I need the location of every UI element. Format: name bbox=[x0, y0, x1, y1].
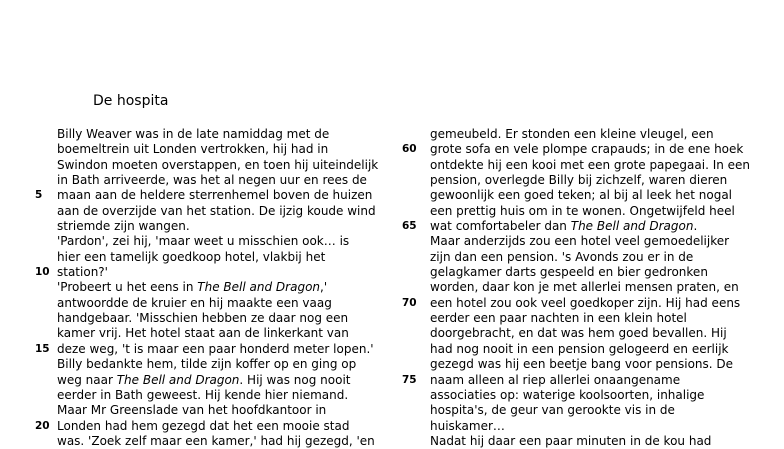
text-line: 60 grote sofa en vele plompe crapauds; in de ene hoek bbox=[402, 142, 744, 157]
line-number: 65 bbox=[402, 220, 417, 233]
text-line: gezegd was hij een beetje bang voor pensions. De bbox=[430, 357, 734, 372]
text-line: in Bath arriveerde, was het al negen uur en rees de bbox=[57, 173, 367, 188]
text-line: Nadat hij daar een paar minuten in de kou had bbox=[430, 433, 712, 448]
text-line: 20 Londen had hem gezegd dat het een mooie stad bbox=[35, 418, 350, 433]
text-line: boemeltrein uit Londen vertrokken, hij had in bbox=[57, 142, 329, 157]
text-line: 70 een hotel zou ook veel goedkoper zijn. Hij had eens bbox=[402, 295, 741, 310]
text-line: eerder een paar nachten in een klein hotel bbox=[430, 311, 687, 326]
text-line: eerder in Bath geweest. Hij kende hier niemand. bbox=[57, 387, 349, 402]
text-line: gemeubeld. Er stonden een kleine vleugel, een bbox=[430, 127, 714, 141]
line-number: 5 bbox=[35, 189, 43, 202]
text-line: doorgebracht, en dat was hem goed bevallen. Hij bbox=[430, 326, 727, 341]
text-line: Billy bedankte hem, tilde zijn koffer op en ging op bbox=[57, 357, 357, 372]
line-number: 15 bbox=[35, 342, 50, 355]
left-column bbox=[35, 127, 379, 449]
text-line: worden, daar kon je met allerlei mensen praten, en bbox=[430, 280, 739, 295]
text-line: antwoordde de kruier en hij maakte een vaag bbox=[57, 295, 332, 310]
text-line: gewoonlijk een goed teken; al bij al leek het nogal bbox=[430, 188, 733, 203]
text-line: aan de overzijde van het station. De ijzig koude wind bbox=[57, 203, 376, 218]
text-line: 'Pardon', zei hij, 'maar weet u misschien ook… is bbox=[57, 234, 350, 249]
text-line: 65 wat comfortabeler dan The Bell and Dragon. bbox=[402, 219, 698, 234]
text-line: 15 deze weg, 't is maar een paar honderd meter lopen.' bbox=[35, 341, 374, 356]
text-line: was. 'Zoek zelf maar een kamer,' had hij gezegd, 'en bbox=[57, 433, 375, 448]
text-line: Billy Weaver was in de late namiddag met de bbox=[57, 127, 330, 141]
line-number: 70 bbox=[402, 296, 417, 309]
line-number: 60 bbox=[402, 143, 417, 156]
text-line: Maar Mr Greenslade van het hoofdkantoor in bbox=[57, 403, 327, 418]
text-line: een prettig huis om in te wonen. Ongetwijfeld heel bbox=[430, 203, 735, 218]
line-number: 10 bbox=[35, 266, 50, 279]
line-number: 75 bbox=[402, 373, 417, 386]
text-line: pension, overlegde Billy bij zichzelf, waren dieren bbox=[430, 173, 728, 188]
text-line: handgebaar. 'Misschien hebben ze daar nog een bbox=[57, 311, 349, 326]
text-line: hier een tamelijk goedkoop hotel, vlakbij het bbox=[57, 249, 326, 264]
text-line: huiskamer… bbox=[430, 418, 505, 433]
text-line: hospita's, de geur van gerookte vis in de bbox=[430, 403, 675, 418]
text-line: kamer vrij. Het hotel staat aan de linkerkant van bbox=[57, 326, 349, 341]
text-line: 'Probeert u het eens in The Bell and Dragon,' bbox=[57, 280, 328, 295]
text-line: Maar anderzijds zou een hotel veel gemoedelijker bbox=[430, 234, 730, 249]
right-column bbox=[402, 127, 751, 449]
text-line: Swindon moeten overstappen, en toen hij uiteindelijk bbox=[57, 157, 379, 172]
text-line: 5 maan aan de heldere sterrenhemel boven de huizen bbox=[35, 188, 373, 203]
line-number: 20 bbox=[35, 419, 50, 432]
text-line: 10 station?' bbox=[35, 265, 108, 280]
text-line: had nog nooit in een pension gelogeerd en eerlijk bbox=[430, 341, 729, 356]
text-line: zijn dan een pension. 's Avonds zou er in de bbox=[430, 249, 694, 264]
text-line: ontdekte hij een kooi met een grote papegaai. In een bbox=[430, 157, 751, 172]
text-line: weg naar The Bell and Dragon. Hij was nog nooit bbox=[57, 372, 351, 387]
text-line: 75 naam alleen al riep allerlei onaangename bbox=[402, 372, 681, 387]
page-title: De hospita bbox=[93, 93, 169, 109]
text-line: gelagkamer darts gespeeld en bier gedronken bbox=[430, 265, 708, 280]
text-line: associaties op: waterige koolsoorten, inhalige bbox=[430, 387, 705, 402]
text-line: striemde zijn wangen. bbox=[57, 219, 190, 234]
